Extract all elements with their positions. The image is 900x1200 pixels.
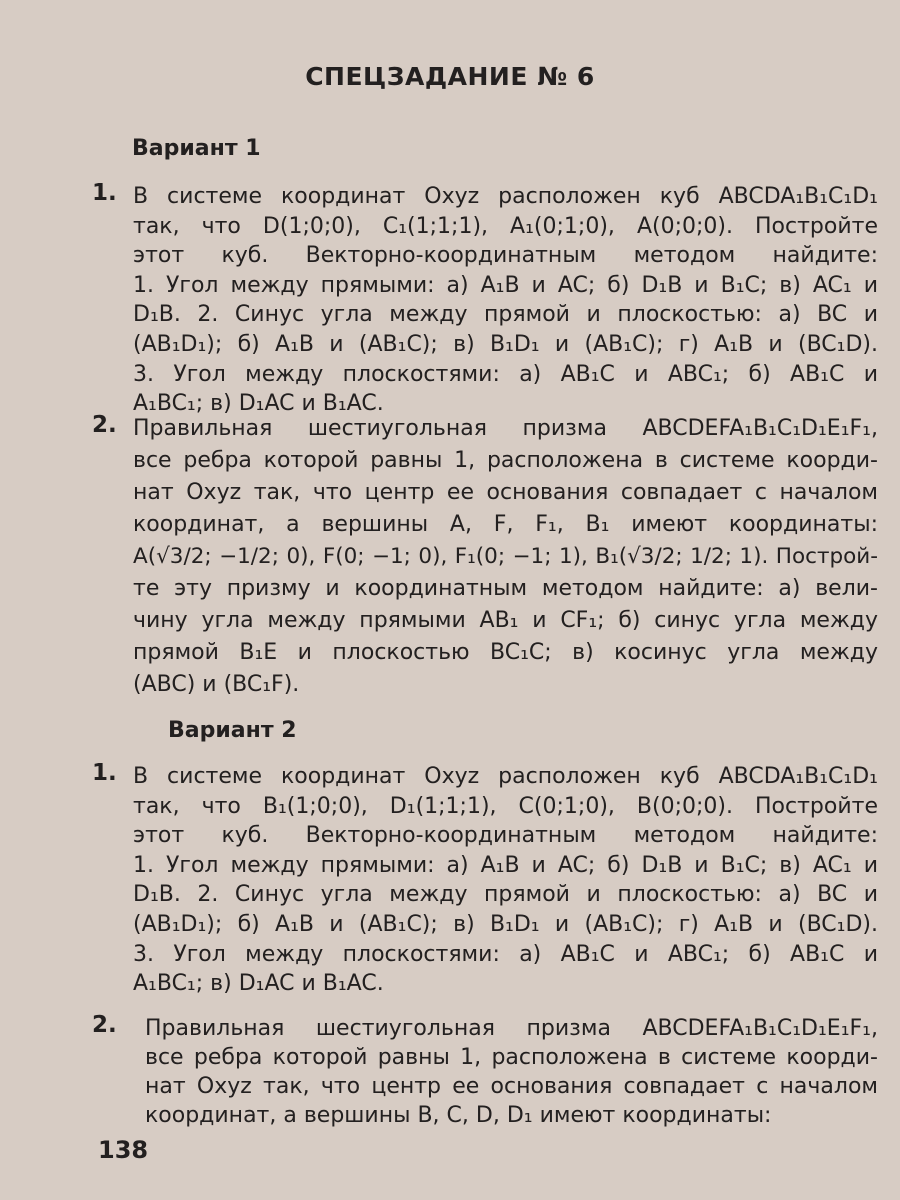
text-line: 3. Угол между плоскостями: а) AB₁C и ABC₁; б) AB₁C и (133, 941, 878, 967)
text-line: прямой B₁E и плоскостью BC₁C; в) косинус угла между (133, 640, 878, 665)
text-line: так, что D(1;0;0), C₁(1;1;1), A₁(0;1;0), A(0;0;0). Постройте (133, 213, 878, 239)
text-line: D₁B. 2. Синус угла между прямой и плоскостью: а) BC и (133, 882, 878, 908)
text-line: все ребра которой равны 1, расположена в системе коорди- (145, 1045, 878, 1070)
text-line: чину угла между прямыми AB₁ и CF₁; б) синус угла между (133, 608, 878, 633)
page-title: СПЕЦЗАДАНИЕ № 6 (305, 62, 595, 91)
text-line: D₁B. 2. Синус угла между прямой и плоскостью: а) BC и (133, 302, 878, 328)
text-line: нат Oxyz так, что центр ее основания совпадает с началом (145, 1074, 878, 1099)
variant-1-heading: Вариант 1 (132, 136, 261, 161)
text-line: (AB₁D₁); б) A₁B и (AB₁C); в) B₁D₁ и (AB₁C); г) A₁B и (BC₁D). (133, 912, 878, 937)
text-line: Правильная шестиугольная призма ABCDEFA₁B₁C₁D₁E₁F₁, (145, 1016, 878, 1041)
task-number: 1. (92, 760, 117, 786)
text-line: так, что B₁(1;0;0), D₁(1;1;1), C(0;1;0), B(0;0;0). Постройте (133, 793, 878, 819)
text-line: (AB₁D₁); б) A₁B и (AB₁C); в) B₁D₁ и (AB₁C); г) A₁B и (BC₁D). (133, 332, 878, 357)
text-line: (ABC) и (BC₁F). (133, 672, 300, 697)
text-line: координат, а вершины A, F, F₁, B₁ имеют координаты: (133, 512, 878, 537)
text-line: координат, а вершины B, C, D, D₁ имеют координаты: (145, 1103, 772, 1128)
task-number: 1. (92, 180, 117, 206)
text-line: 3. Угол между плоскостями: а) AB₁C и ABC₁; б) AB₁C и (133, 361, 878, 387)
text-line: этот куб. Векторно-координатным методом найдите: (133, 243, 878, 269)
text-line: все ребра которой равны 1, расположена в системе коорди- (133, 448, 878, 473)
text-line: В системе координат Oxyz расположен куб ABCDA₁B₁C₁D₁ (133, 184, 878, 209)
text-line: 1. Угол между прямыми: а) A₁B и AC; б) D₁B и B₁C; в) AC₁ и (133, 852, 878, 878)
page-number: 138 (98, 1136, 149, 1164)
text-line: те эту призму и координатным методом найдите: а) вели- (133, 576, 878, 601)
text-line: нат Oxyz так, что центр ее основания совпадает с началом (133, 480, 878, 505)
text-line: A₁BC₁; в) D₁AC и B₁AC. (133, 971, 384, 997)
text-line: A₁BC₁; в) D₁AC и B₁AC. (133, 391, 384, 417)
variant-2-heading: Вариант 2 (168, 718, 297, 743)
text-line: 1. Угол между прямыми: а) A₁B и AC; б) D₁B и B₁C; в) AC₁ и (133, 272, 878, 298)
text-line: Правильная шестиугольная призма ABCDEFA₁B₁C₁D₁E₁F₁, (133, 416, 878, 441)
text-line: этот куб. Векторно-координатным методом найдите: (133, 823, 878, 849)
text-line: В системе координат Oxyz расположен куб ABCDA₁B₁C₁D₁ (133, 764, 878, 789)
task-number: 2. (92, 412, 117, 438)
text-line: A(√3/2; −1/2; 0), F(0; −1; 0), F₁(0; −1; 1), B₁(√3/2; 1/2; 1). Построй- (133, 544, 878, 569)
task-number: 2. (92, 1012, 117, 1038)
